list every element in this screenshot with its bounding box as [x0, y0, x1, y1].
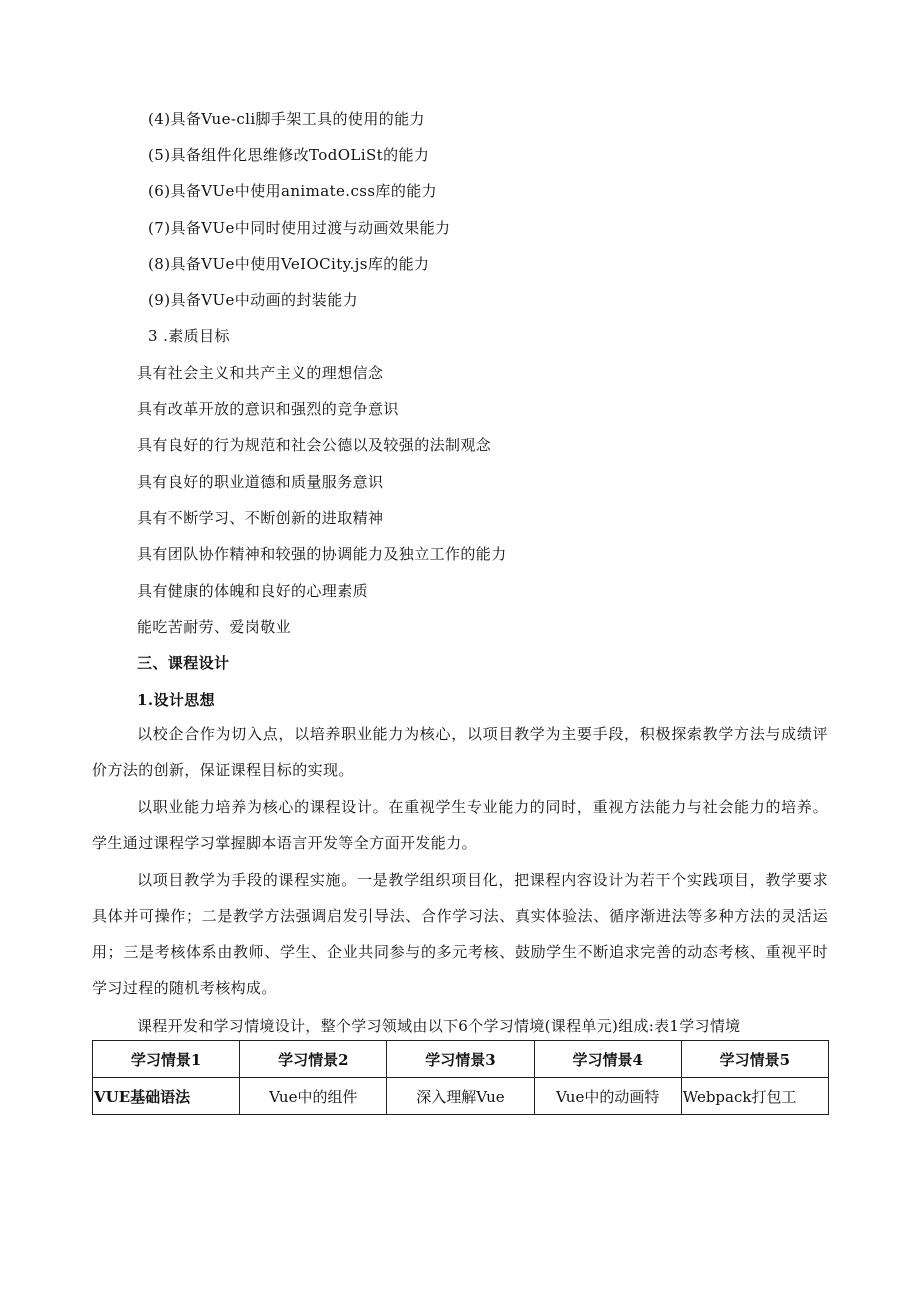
quality-item: 具有改革开放的意识和强烈的竞争意识	[137, 400, 399, 418]
subsection-heading: 1.设计思想	[137, 691, 216, 709]
table-header-cell: 学习情景4	[534, 1041, 681, 1078]
table-cell: Vue中的组件	[240, 1078, 387, 1115]
table-intro: 课程开发和学习情境设计，整个学习领域由以下6个学习情境(课程单元)组成:表1学习情境	[137, 1017, 741, 1035]
table-cell: 深入理解Vue	[387, 1078, 534, 1115]
table-header-cell: 学习情景2	[240, 1041, 387, 1078]
table-cell: Webpack打包工	[681, 1078, 828, 1115]
quality-item: 具有社会主义和共产主义的理想信念	[137, 364, 384, 382]
table-cell: Vue中的动画特	[534, 1078, 681, 1115]
table-header-cell: 学习情景1	[93, 1041, 240, 1078]
section-heading: 三、课程设计	[137, 654, 230, 672]
paragraph: 以校企合作为切入点，以培养职业能力为核心，以项目教学为主要手段，积极探索教学方法与成绩评价方法的创新，保证课程目标的实现。	[92, 725, 828, 779]
ability-item: (9)具备VUe中动画的封装能力	[148, 291, 358, 309]
table-cell: VUE基础语法	[93, 1078, 240, 1115]
table-header-cell: 学习情景5	[681, 1041, 828, 1078]
quality-item: 能吃苦耐劳、爱岗敬业	[137, 618, 292, 636]
learning-situations-table	[92, 1040, 829, 1115]
table-header-row	[93, 1041, 829, 1078]
table-header-cell: 学习情景3	[387, 1041, 534, 1078]
quality-item: 具有良好的行为规范和社会公德以及较强的法制观念	[137, 436, 492, 454]
quality-heading: 3 .素质目标	[148, 327, 230, 345]
paragraph: 以项目教学为手段的课程实施。一是教学组织项目化，把课程内容设计为若干个实践项目，教学要求具体并可操作；二是教学方法强调启发引导法、合作学习法、真实体验法、循序渐进法等多种方法的灵活运用；三是考核体系由教师、学生、企业共同参与的多元考核、鼓励学生不断追求完善的动态考核、重视平时学习过程的随机考核构成。	[92, 871, 828, 997]
quality-item: 具有团队协作精神和较强的协调能力及独立工作的能力	[137, 545, 507, 563]
quality-item: 具有不断学习、不断创新的进取精神	[137, 509, 384, 527]
table-row	[93, 1078, 829, 1115]
ability-item: (7)具备VUe中同时使用过渡与动画效果能力	[148, 219, 451, 237]
ability-item: (6)具备VUe中使用animate.css库的能力	[148, 182, 438, 200]
ability-item: (5)具备组件化思维修改TodOLiSt的能力	[148, 146, 430, 164]
ability-item: (8)具备VUe中使用VeIOCity.js库的能力	[148, 255, 430, 273]
quality-item: 具有健康的体魄和良好的心理素质	[137, 582, 369, 600]
quality-item: 具有良好的职业道德和质量服务意识	[137, 473, 384, 491]
paragraph: 以职业能力培养为核心的课程设计。在重视学生专业能力的同时，重视方法能力与社会能力的培养。学生通过课程学习掌握脚本语言开发等全方面开发能力。	[92, 798, 828, 852]
ability-item: (4)具备Vue-cli脚手架工具的使用的能力	[148, 110, 425, 128]
